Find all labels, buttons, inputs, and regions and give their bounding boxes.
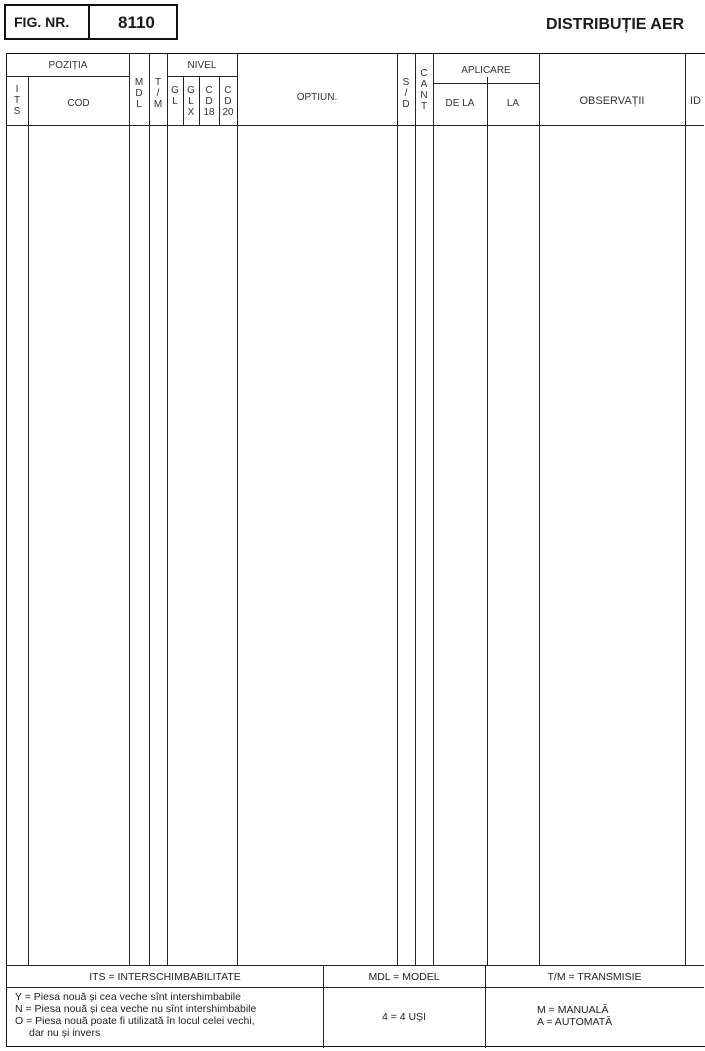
its-legend-line: dar nu și invers (29, 1027, 101, 1039)
pozitia-header: POZIȚIA (48, 60, 88, 71)
tm-legend-title: T/M = TRANSMISIE (547, 971, 642, 983)
tm-legend-line: A = AUTOMATĂ (537, 1016, 613, 1028)
mdl-header-char: D (135, 88, 143, 99)
nivel-gl-header (169, 85, 181, 107)
sd-header-char: D (402, 99, 410, 110)
tm-header (152, 77, 164, 110)
tm-legend-line: M = MANUALĂ (537, 1004, 609, 1016)
nivel-glx-header-char: L (188, 96, 194, 107)
cant-header-char: C (420, 68, 428, 79)
nivel-cd18-header (200, 85, 218, 118)
mdl-header-char: L (136, 99, 142, 110)
nivel-glx-header (185, 85, 197, 118)
parts-table (6, 53, 705, 1047)
mdl-legend-title: MDL = MODEL (368, 971, 440, 983)
figure-number-box (4, 4, 178, 40)
its-legend-title: ITS = INTERSCHIMBABILITATE (89, 971, 241, 983)
nivel-cd20-header-char: C (224, 85, 232, 96)
its-header-char: S (13, 106, 21, 117)
cant-header (418, 68, 430, 112)
its-header-char: T (13, 95, 21, 106)
tm-header-char: / (156, 88, 160, 99)
nivel-glx-header-char: G (187, 85, 195, 96)
nivel-cd20-header-char: 20 (222, 107, 234, 118)
cod-header: COD (67, 98, 90, 109)
optiun-header: OPTIUN. (296, 92, 338, 103)
de-la-header: DE LA (445, 98, 475, 109)
figure-number: 8110 (118, 13, 155, 32)
nivel-cd18-header-char: C (205, 85, 213, 96)
nivel-header: NIVEL (187, 60, 217, 71)
its-legend-line: N = Piesa nouă și cea veche nu sînt intershimbabile (15, 1003, 257, 1015)
mdl-header-char: M (134, 77, 144, 88)
cant-header-char: N (420, 90, 428, 101)
mdl-header (132, 77, 146, 110)
its-legend-lines (15, 991, 320, 1039)
cant-header-char: T (420, 101, 428, 112)
its-header (10, 84, 24, 117)
tm-header-char: M (153, 99, 163, 110)
tm-legend-lines (537, 1004, 697, 1028)
its-header-char: I (15, 84, 19, 95)
nivel-cd18-header-char: 18 (203, 107, 215, 118)
mdl-legend-value: 4 = 4 UȘI (381, 1011, 427, 1023)
nivel-cd20-header-char: D (224, 96, 232, 107)
sd-header-char: / (404, 88, 408, 99)
page-title: DISTRIBUȚIE AER (546, 16, 685, 33)
tm-header-char: T (154, 77, 162, 88)
its-legend-line: Y = Piesa nouă și cea veche sînt intershimbabile (15, 991, 241, 1003)
nivel-gl-header-char: L (172, 96, 178, 107)
nivel-glx-header-char: X (187, 107, 195, 118)
its-legend-line: O = Piesa nouă poate fi utilizată în locul celei vechi, (15, 1015, 255, 1027)
nivel-gl-header-char: G (171, 85, 179, 96)
figure-label: FIG. NR. (14, 14, 70, 30)
figure-box-divider (88, 6, 90, 38)
sd-header (400, 77, 412, 110)
la-header: LA (506, 98, 520, 109)
id-header: ID (690, 95, 701, 107)
nivel-cd20-header (220, 85, 236, 118)
aplicare-header: APLICARE (461, 65, 511, 76)
cant-header-char: A (420, 79, 428, 90)
nivel-cd18-header-char: D (205, 96, 213, 107)
observatii-header: OBSERVAȚII (579, 95, 645, 107)
sd-header-char: S (402, 77, 410, 88)
